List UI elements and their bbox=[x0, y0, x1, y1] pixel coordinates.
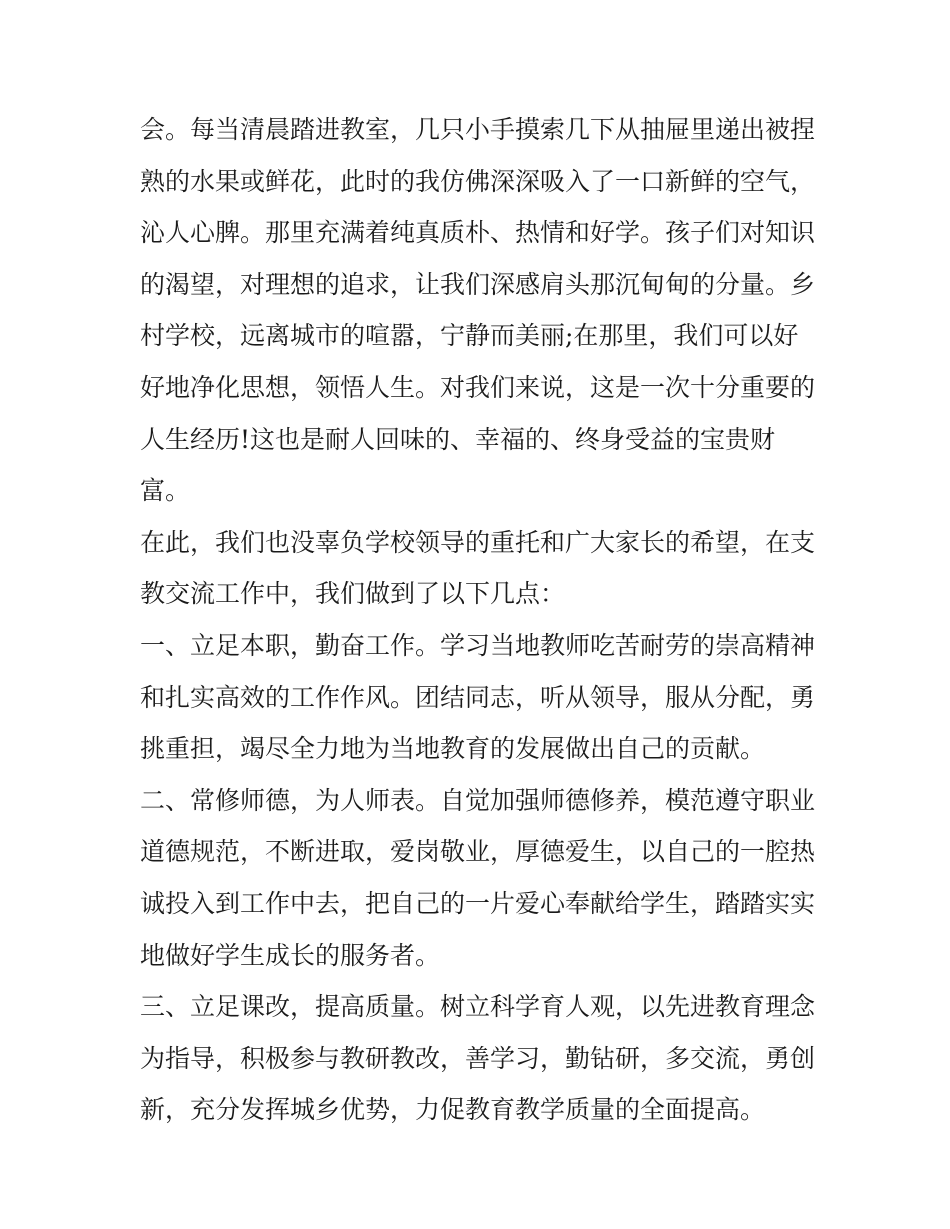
text-line: 富。 bbox=[140, 476, 191, 506]
text-line: 挑重担，竭尽全力地为当地教育的发展做出自己的贡献。 bbox=[140, 734, 766, 764]
text-line: 教交流工作中，我们做到了以下几点： bbox=[140, 579, 566, 609]
text-line: 和扎实高效的工作作风。团结同志，听从领导，服从分配，勇 bbox=[140, 682, 816, 712]
text-line: 的渴望，对理想的追求，让我们深感肩头那沉甸甸的分量。乡 bbox=[140, 269, 816, 299]
text-line: 诚投入到工作中去，把自己的一片爱心奉献给学生，踏踏实实 bbox=[140, 888, 816, 918]
text-line: 熟的水果或鲜花，此时的我仿佛深深吸入了一口新鲜的空气， bbox=[140, 166, 816, 196]
text-line: 新，充分发挥城乡优势，力促教育教学质量的全面提高。 bbox=[140, 1095, 766, 1125]
text-line: 村学校，远离城市的喧嚣，宁静而美丽;在那里，我们可以好 bbox=[140, 321, 799, 351]
text-line: 沁人心脾。那里充满着纯真质朴、热情和好学。孩子们对知识 bbox=[140, 218, 816, 248]
text-line: 会。每当清晨踏进教室，几只小手摸索几下从抽屉里递出被捏 bbox=[140, 115, 816, 144]
text-line: 道德规范，不断进取，爱岗敬业，厚德爱生，以自己的一腔热 bbox=[140, 837, 816, 867]
text-line: 一、立足本职，勤奋工作。学习当地教师吃苦耐劳的崇高精神 bbox=[140, 630, 816, 660]
text-line: 好地净化思想，领悟人生。对我们来说，这是一次十分重要的 bbox=[140, 372, 816, 402]
text-line: 在此，我们也没辜负学校领导的重托和广大家长的希望，在支 bbox=[140, 527, 816, 557]
text-line: 三、立足课改，提高质量。树立科学育人观，以先进教育理念 bbox=[140, 992, 816, 1022]
text-line: 地做好学生成长的服务者。 bbox=[140, 940, 441, 970]
document-body bbox=[140, 104, 820, 1136]
text-line: 二、常修师德，为人师表。自觉加强师德修养，模范遵守职业 bbox=[140, 785, 816, 815]
text-line: 为指导，积极参与教研教改，善学习，勤钻研，多交流，勇创 bbox=[140, 1043, 816, 1073]
text-line: 人生经历!这也是耐人回味的、幸福的、终身受益的宝贵财 bbox=[140, 424, 776, 454]
